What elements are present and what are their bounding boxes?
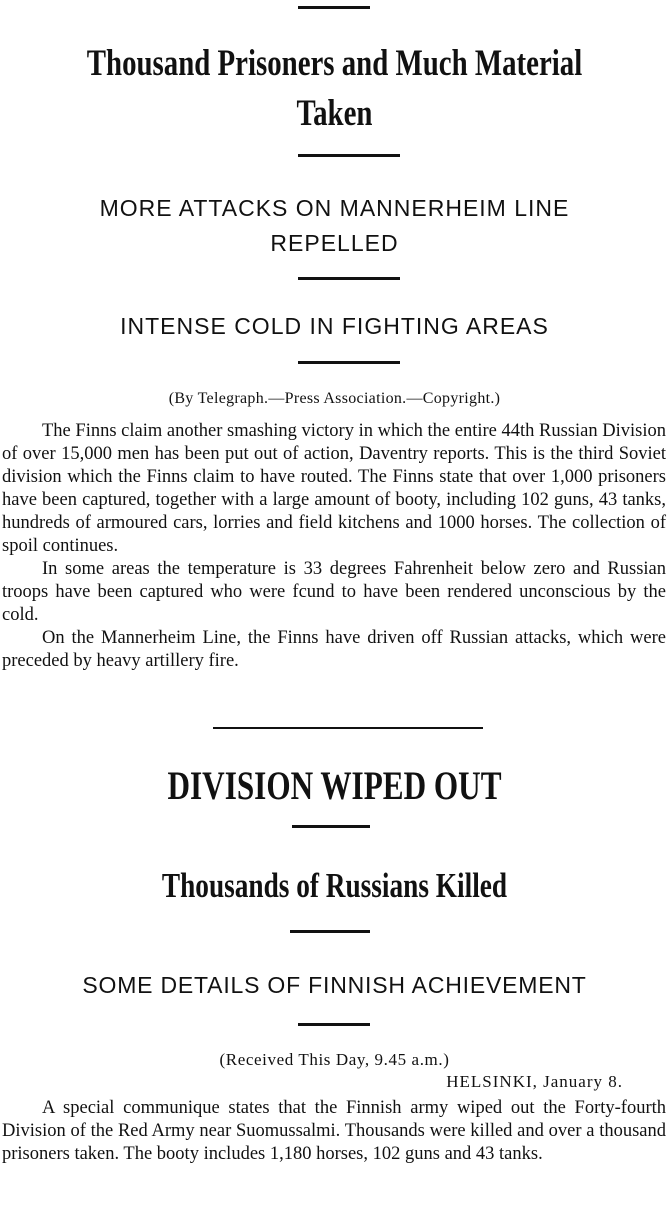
article2-dateline: HELSINKI, January 8.: [446, 1072, 623, 1091]
subhead2-divider: [298, 361, 400, 364]
article2-paragraph: A special communique states that the Finnish army wiped out the Forty-fourth Division of the Red Army near Suomussalmi. Thousands were killed and over a thousand prisoners taken. The booty includes 1,180 horses, 102 guns and 43 tanks.: [2, 1098, 666, 1164]
article1-paragraph: In some areas the temperature is 33 degrees Fahrenheit below zero and Russian troops have been captured who were fcund to have been rendered unconscious by the cold.: [2, 559, 666, 625]
article1-headline-line2: Taken: [296, 93, 373, 134]
article2-received: (Received This Day, 9.45 a.m.): [219, 1050, 450, 1069]
article1-headline-line1: Thousand Prisoners and Much Material: [86, 43, 583, 84]
article1-body: [2, 420, 666, 673]
article2-body: [2, 1097, 666, 1166]
article2-headline-divider: [292, 825, 370, 828]
article-separator: [213, 727, 483, 729]
article2-subhead2-divider: [298, 1023, 370, 1026]
article2-headline: DIVISION WIPED OUT: [167, 763, 502, 808]
article2-subhead1-divider: [290, 930, 370, 933]
article1-subhead1-line2: REPELLED: [270, 230, 399, 256]
subhead-divider: [298, 277, 400, 280]
top-rule: [298, 6, 370, 9]
article2-subhead1: Thousands of Russians Killed: [161, 866, 508, 905]
article1-subhead1-line1: MORE ATTACKS ON MANNERHEIM LINE: [99, 195, 570, 221]
article1-paragraph: The Finns claim another smashing victory in which the entire 44th Russian Division of over 15,000 men has been put out of action, Daventry reports. This is the third Soviet division which the Finns claim to have routed. The Finns state that over 1,000 prisoners have been captured, together with a large amount of booty, including 102 guns, 43 tanks, hundreds of armoured cars, lorries and field kitchens and 1000 horses. The collection of spoil continues.: [2, 421, 666, 556]
headline-divider: [298, 154, 400, 157]
article1-subhead2: INTENSE COLD IN FIGHTING AREAS: [120, 313, 549, 339]
article1-paragraph: On the Mannerheim Line, the Finns have driven off Russian attacks, which were preceded by heavy artillery fire.: [2, 628, 666, 671]
article2-subhead2: SOME DETAILS OF FINNISH ACHIEVEMENT: [82, 972, 587, 998]
article1-byline: (By Telegraph.—Press Association.—Copyright.): [168, 390, 501, 407]
